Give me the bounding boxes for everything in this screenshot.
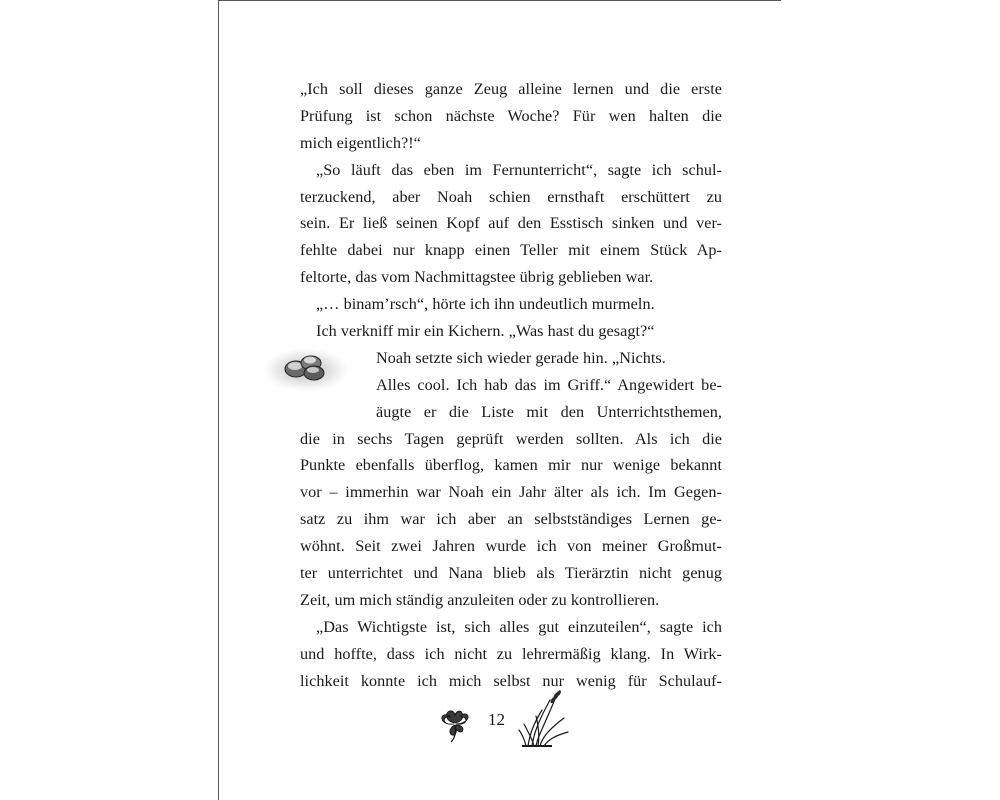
text-line: „Das Wichtigste ist, sich alles gut einzuteilen“, sagte ich [316, 617, 722, 636]
page-footer [300, 688, 722, 748]
text-line: „So läuft das eben im Fernunterricht“, sagte ich schul- [316, 160, 722, 179]
text-line: Zeit, um mich ständig anzuleiten oder zu kontrollieren. [300, 590, 660, 609]
text-line: äugte er die Liste mit den Unterrichtsthemen, [376, 402, 722, 421]
clover-icon [438, 708, 474, 744]
page-body-text [300, 76, 722, 694]
text-line: satz zu ihm war ich aber an selbstständiges Lernen ge- [300, 510, 722, 529]
text-line: sein. Er ließ seinen Kopf auf den Esstisch sinken und ver- [300, 214, 722, 233]
text-line: ter unterrichtet und Nana blieb als Tierärztin nicht genug [300, 564, 722, 583]
text-line: „Ich soll dieses ganze Zeug alleine lernen und die erste [300, 80, 722, 98]
text-line: Ich verkniff mir ein Kichern. „Was hast du gesagt?“ [316, 322, 655, 341]
page-number: 12 [488, 710, 505, 729]
text-line: lichkeit konnte ich mich selbst nur wenig für Schulauf- [300, 671, 722, 690]
text-line: „… binam’rsch“, hörte ich ihn undeutlich murmeln. [316, 295, 655, 314]
text-line: und hoffte, dass ich nicht zu lehrermäßig klang. In Wirk- [300, 644, 722, 663]
text-line: vor – immerhin war Noah ein Jahr älter als ich. Im Gegen- [300, 483, 722, 502]
text-line: wöhnt. Seit zwei Jahren wurde ich von meiner Großmut- [300, 537, 722, 556]
page-edge-left [218, 0, 219, 800]
text-line: Punkte ebenfalls überflog, kamen mir nur wenige bekannt [300, 456, 722, 475]
text-line: fehlte dabei nur knapp einen Teller mit einem Stück Ap- [300, 241, 722, 260]
text-line: feltorte, das vom Nachmittagstee übrig geblieben war. [300, 268, 654, 287]
text-line: Prüfung ist schon nächste Woche? Für wen halten die [300, 106, 722, 125]
page-edge-top [218, 0, 781, 1]
text-line: terzuckend, aber Noah schien ernsthaft erschüttert zu [300, 187, 722, 206]
text-line: die in sechs Tagen geprüft werden sollten. Als ich die [300, 429, 722, 448]
text-line: Noah setzte sich wieder gerade hin. „Nichts. [376, 348, 666, 367]
grass-icon [518, 688, 570, 748]
text-line: Alles cool. Ich hab das im Griff.“ Angewidert be- [376, 375, 722, 394]
text-line: mich eigentlich?!“ [300, 133, 421, 152]
